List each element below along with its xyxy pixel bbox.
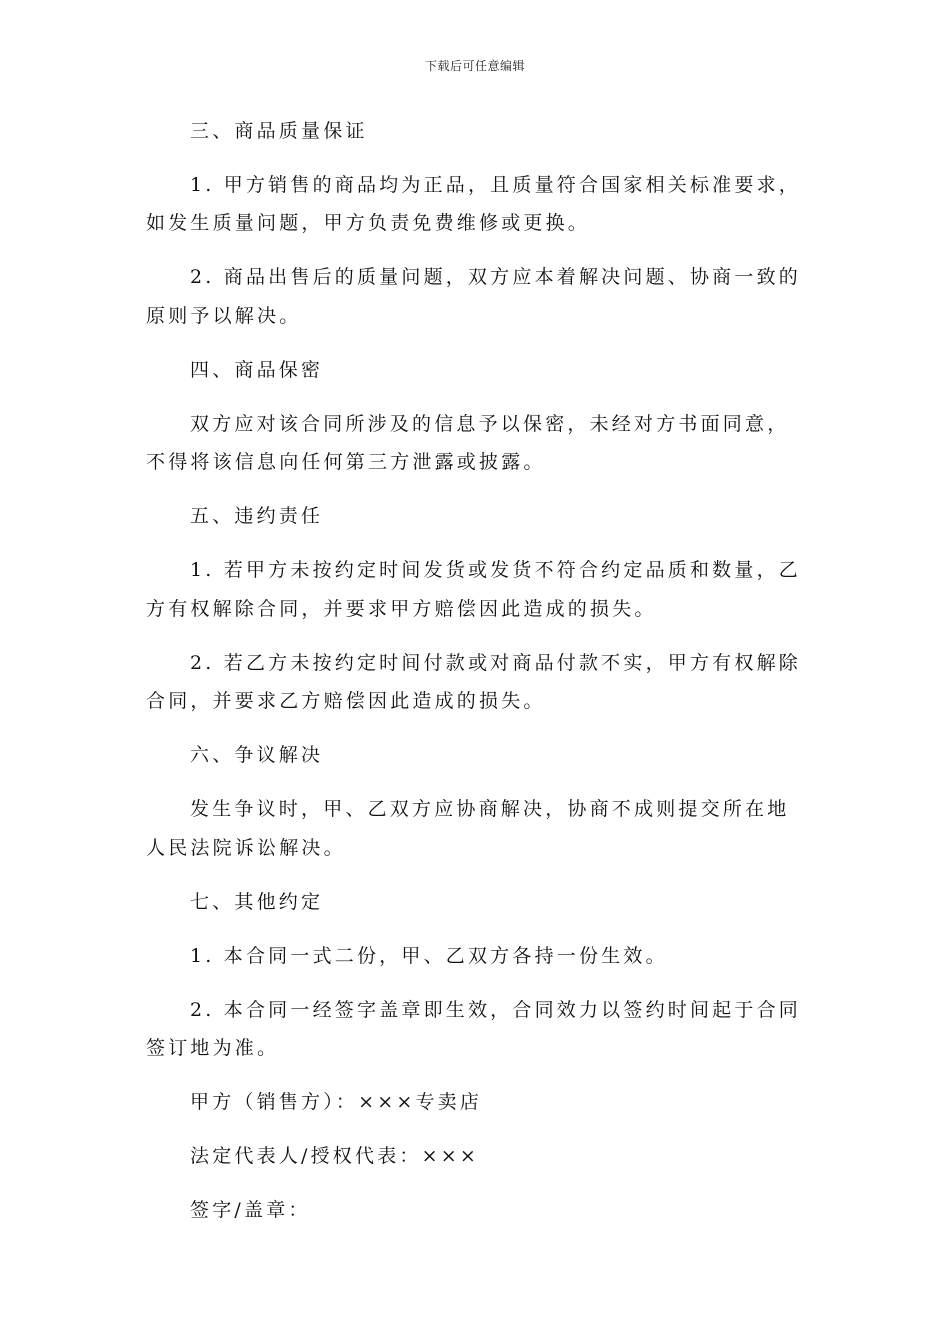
paragraph-quality-1-line-2: 如发生质量问题，甲方负责免费维修或更换。 [146, 212, 591, 234]
party-a-signature: 签字/盖章： [190, 1199, 311, 1221]
party-a-seller: 甲方（销售方）：×××专卖店 [190, 1091, 483, 1113]
paragraph-dispute-line-2: 人民法院诉讼解决。 [146, 837, 346, 859]
paragraph-other-1: 1. 本合同一式二份，甲、乙双方各持一份生效。 [190, 945, 668, 967]
paragraph-other-2-line-2: 签订地为准。 [146, 1037, 280, 1059]
page-header-note: 下载后可任意编辑 [424, 59, 525, 73]
section-heading-dispute: 六、争议解决 [190, 744, 324, 766]
paragraph-quality-1-line-1: 1. 甲方销售的商品均为正品，且质量符合国家相关标准要求， [190, 174, 801, 196]
paragraph-quality-2-line-2: 原则予以解决。 [146, 305, 302, 327]
paragraph-liability-1-line-1: 1. 若甲方未按约定时间发货或发货不符合约定品质和数量，乙 [190, 559, 801, 581]
paragraph-other-2-line-1: 2. 本合同一经签字盖章即生效，合同效力以签约时间起于合同 [190, 999, 801, 1021]
paragraph-liability-2-line-2: 合同，并要求乙方赔偿因此造成的损失。 [146, 690, 546, 712]
section-heading-other: 七、其他约定 [190, 891, 324, 913]
paragraph-quality-2-line-1: 2. 商品出售后的质量问题，双方应本着解决问题、协商一致的 [190, 266, 801, 288]
section-heading-confidentiality: 四、商品保密 [190, 359, 324, 381]
section-heading-quality: 三、商品质量保证 [190, 120, 368, 142]
paragraph-dispute-line-1: 发生争议时，甲、乙双方应协商解决，协商不成则提交所在地 [190, 798, 790, 820]
party-a-representative: 法定代表人/授权代表：××× [190, 1145, 479, 1167]
section-heading-liability: 五、违约责任 [190, 505, 324, 527]
paragraph-confidentiality-line-2: 不得将该信息向任何第三方泄露或披露。 [146, 451, 546, 473]
paragraph-confidentiality-line-1: 双方应对该合同所涉及的信息予以保密，未经对方书面同意， [190, 413, 790, 435]
paragraph-liability-1-line-2: 方有权解除合同，并要求甲方赔偿因此造成的损失。 [146, 598, 657, 620]
paragraph-liability-2-line-1: 2. 若乙方未按约定时间付款或对商品付款不实，甲方有权解除 [190, 652, 801, 674]
